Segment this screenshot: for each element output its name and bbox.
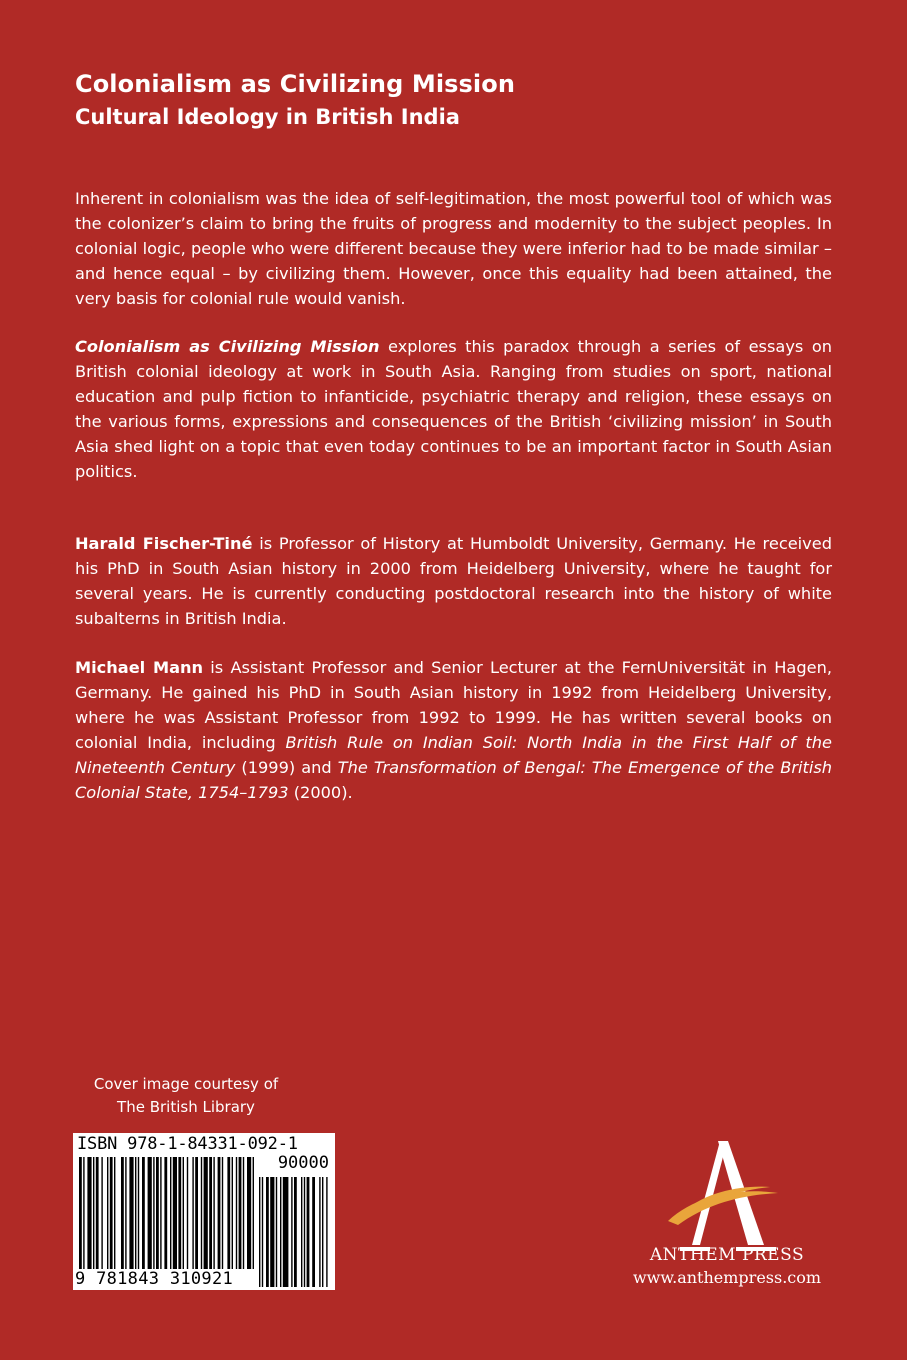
barcode-bar (239, 1157, 242, 1269)
barcode-bar (156, 1157, 159, 1269)
barcode-bar (201, 1157, 202, 1269)
barcode-bar (93, 1157, 94, 1269)
barcode-bar (227, 1157, 230, 1269)
barcode-bar (129, 1157, 133, 1269)
barcode-bar (183, 1157, 184, 1269)
author-book-2: The Transformation of Bengal: The Emergence of the British Colonial State, 1754–1793 (75, 758, 833, 802)
barcode-bar (209, 1157, 212, 1269)
author-bio-2-text: is Assistant Professor and Senior Lecturer at the FernUniversität in Hagen, Germany. He gained his PhD in South Asian history in 1992 from Heidelberg University, where he was Assistant Professor from 1992 to 1999. He has written several books on colonial India, including (75, 658, 832, 752)
barcode-bar (96, 1157, 99, 1269)
isbn-barcode (73, 1133, 335, 1290)
addon-barcode-bar (270, 1177, 274, 1287)
author-name-2: Michael Mann (75, 658, 204, 677)
isbn-number: ISBN 978-1-84331-092-1 (77, 1134, 298, 1154)
barcode-bar (125, 1157, 126, 1269)
addon-barcode-bar (280, 1177, 281, 1287)
barcode-digits: 9 781843 310921 (75, 1269, 234, 1289)
barcode-bar (153, 1157, 154, 1269)
cover-image-credit (75, 1073, 297, 1119)
addon-barcode-bar (276, 1177, 277, 1287)
barcode-bar (138, 1157, 139, 1269)
barcode-bar (114, 1157, 115, 1269)
barcode-bar (142, 1157, 145, 1269)
addon-barcode-bar (304, 1177, 305, 1287)
barcode-bar (247, 1157, 251, 1269)
barcode-bar (83, 1157, 84, 1269)
barcode-bar (79, 1157, 82, 1269)
addon-barcode-bar (322, 1177, 323, 1287)
anthem-press-logo-icon (648, 1133, 798, 1253)
book-subtitle: Cultural Ideology in British India (75, 105, 460, 129)
barcode-bar (160, 1157, 161, 1269)
author-bio-1 (75, 531, 832, 631)
barcode-bar (178, 1157, 181, 1269)
author-book-1: British Rule on Indian Soil: North India in the First Half of the Nineteenth Century (75, 733, 832, 777)
addon-barcode-bar (307, 1177, 310, 1287)
barcode-bar (222, 1157, 223, 1269)
addon-barcode-bar (294, 1177, 297, 1287)
barcode-bar (236, 1157, 237, 1269)
barcode-bar (101, 1157, 102, 1269)
blurb-paragraph-2-text: explores this paradox through a series of essays on British colonial ideology at work in South Asia. Ranging from studies on sport, national education and pulp fiction to infanticide, psychiatric therapy and religion, these essays on the various forms, expressions and consequences of the British ‘civilizing mission’ in South Asia shed light on a topic that even today continues to be an important factor in South Asian politics. (75, 337, 832, 481)
publisher-url: www.anthempress.com (632, 1268, 822, 1287)
barcode-bar (173, 1157, 177, 1269)
barcode-bar (121, 1157, 124, 1269)
addon-barcode-bar (326, 1177, 327, 1287)
author-bio-2-mid: (1999) and (235, 758, 338, 777)
book-title: Colonialism as Civilizing Mission (75, 70, 516, 98)
barcode-bar (110, 1157, 113, 1269)
barcode-bar (195, 1157, 198, 1269)
author-bio-1-text: is Professor of History at Humboldt University, Germany. He received his PhD in South Asian history in 2000 from Heidelberg University, where he taught for several years. He is currently conducting postdoctoral research into the history of white subalterns in British India. (75, 534, 832, 628)
barcode-bar (164, 1157, 167, 1269)
barcode-bar (135, 1157, 136, 1269)
barcode-bar (170, 1157, 171, 1269)
price-code: 90000 (277, 1153, 329, 1173)
addon-barcode-bar (319, 1177, 320, 1287)
publisher-name: ANTHEM PRESS (649, 1245, 805, 1265)
credit-line-1: Cover image courtesy of (93, 1075, 279, 1093)
addon-barcode-bar (283, 1177, 289, 1287)
addon-barcode-bar (266, 1177, 269, 1287)
barcode-bar (187, 1157, 188, 1269)
barcode-bars (73, 1133, 335, 1290)
addon-barcode-bar (312, 1177, 315, 1287)
author-bio-2 (75, 655, 832, 805)
author-name-1: Harald Fischer-Tiné (75, 534, 253, 553)
barcode-bar (253, 1157, 254, 1269)
barcode-bar (232, 1157, 233, 1269)
addon-barcode-bar (259, 1177, 260, 1287)
author-bio-2-end: (2000). (288, 783, 353, 802)
blurb-paragraph-2 (75, 334, 832, 484)
addon-barcode-bar (291, 1177, 292, 1287)
barcode-bar (192, 1157, 193, 1269)
barcode-bar (107, 1157, 108, 1269)
barcode-bar (218, 1157, 221, 1269)
credit-line-2: The British Library (117, 1098, 255, 1116)
barcode-bar (148, 1157, 152, 1269)
barcode-bar (87, 1157, 91, 1269)
blurb-paragraph-1: Inherent in colonialism was the idea of self-legitimation, the most powerful tool of which was the colonizer’s claim to bring the fruits of progress and modernity to the subject peoples. In colonial logic, people who were different because they were inferior had to be made similar – and hence equal – by civilizing them. However, once this equality had been attained, the very basis for colonial rule would vanish. (75, 189, 832, 308)
addon-barcode-bar (262, 1177, 263, 1287)
addon-barcode-bar (301, 1177, 302, 1287)
barcode-bar (213, 1157, 214, 1269)
barcode-bar (204, 1157, 208, 1269)
blurb-book-title: Colonialism as Civilizing Mission (75, 337, 380, 356)
barcode-bar (243, 1157, 244, 1269)
